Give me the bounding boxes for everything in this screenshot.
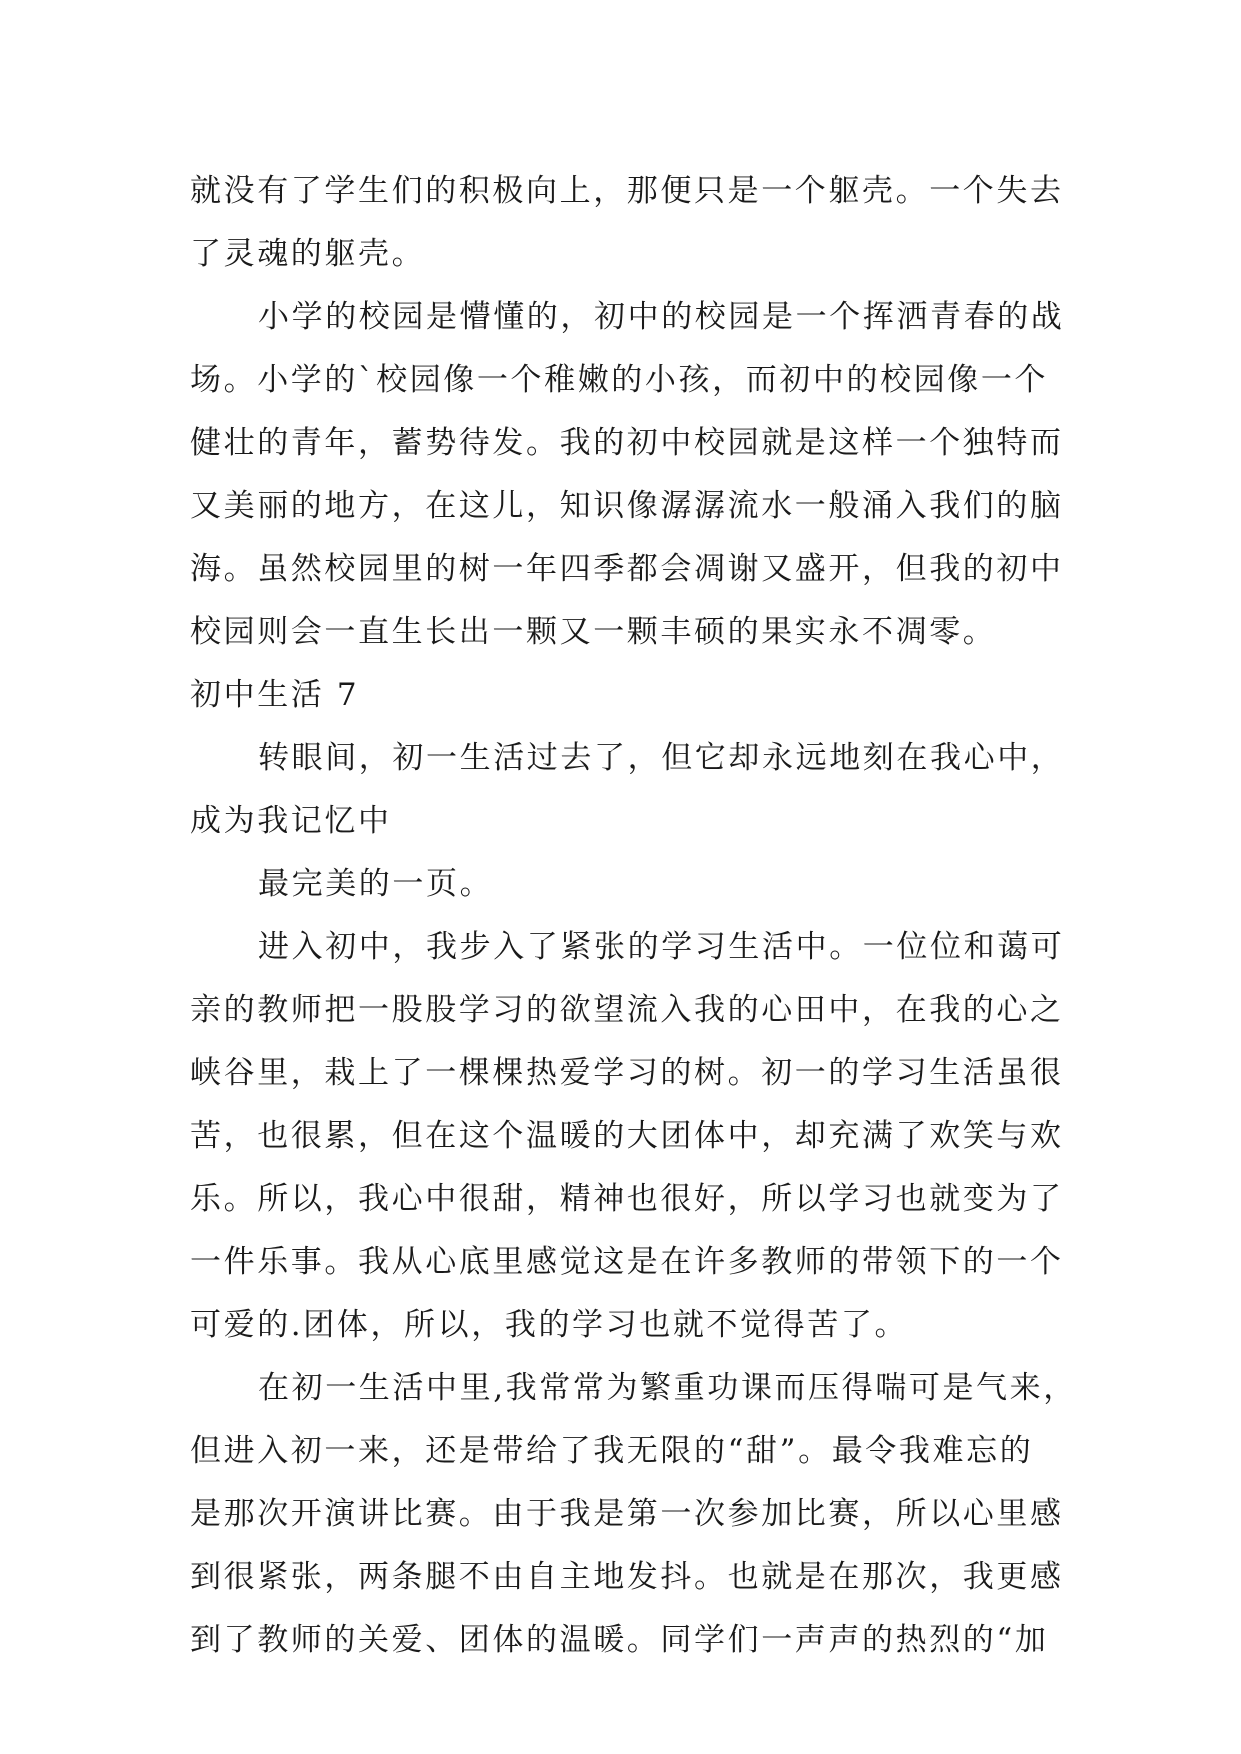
text-line: 就没有了学生们的积极向上，那便只是一个躯壳。一个失去 [190, 173, 1064, 209]
text-line: 场。小学的`校园像一个稚嫩的小孩，而初中的校园像一个 [190, 362, 1049, 398]
text-line: 进入初中，我步入了紧张的学习生活中。一位位和蔼可 [258, 929, 1065, 965]
section-heading: 初中生活 7 [190, 677, 360, 713]
text-line: 峡谷里，栽上了一棵棵热爱学习的树。初一的学习生活虽很 [190, 1055, 1064, 1091]
text-line: 最完美的一页。 [258, 866, 494, 902]
text-line: 海。虽然校园里的树一年四季都会凋谢又盛开，但我的初中 [190, 551, 1064, 587]
text-line: 成为我记忆中 [190, 803, 392, 839]
text-line: 小学的校园是懵懂的，初中的校园是一个挥洒青春的战 [258, 299, 1065, 335]
text-line: 可爱的.团体，所以，我的学习也就不觉得苦了。 [190, 1307, 909, 1343]
text-line: 是那次开演讲比赛。由于我是第一次参加比赛，所以心里感 [190, 1496, 1064, 1532]
text-line: 又美丽的地方，在这儿，知识像潺潺流水一般涌入我们的脑 [190, 488, 1064, 524]
text-line: 乐。所以，我心中很甜，精神也很好，所以学习也就变为了 [190, 1181, 1064, 1217]
text-line: 亲的教师把一股股学习的欲望流入我的心田中，在我的心之 [190, 992, 1064, 1028]
text-line: 但进入初一来，还是带给了我无限的“甜”。最令我难忘的 [190, 1433, 1034, 1469]
text-line: 转眼间，初一生活过去了，但它却永远地刻在我心中， [258, 740, 1065, 776]
text-line: 在初一生活中里,我常常为繁重功课而压得喘可是气来， [258, 1370, 1077, 1406]
text-line: 苦，也很累，但在这个温暖的大团体中，却充满了欢笑与欢 [190, 1118, 1064, 1154]
text-line: 一件乐事。我从心底里感觉这是在许多教师的带领下的一个 [190, 1244, 1064, 1280]
text-line: 到很紧张，两条腿不由自主地发抖。也就是在那次，我更感 [190, 1559, 1064, 1595]
text-line: 了灵魂的躯壳。 [190, 236, 426, 272]
text-line: 校园则会一直生长出一颗又一颗丰硕的果实永不凋零。 [190, 614, 997, 650]
text-line: 到了教师的关爱、团体的温暖。同学们一声声的热烈的“加 [190, 1622, 1049, 1658]
text-line: 健壮的青年，蓄势待发。我的初中校园就是这样一个独特而 [190, 425, 1064, 461]
